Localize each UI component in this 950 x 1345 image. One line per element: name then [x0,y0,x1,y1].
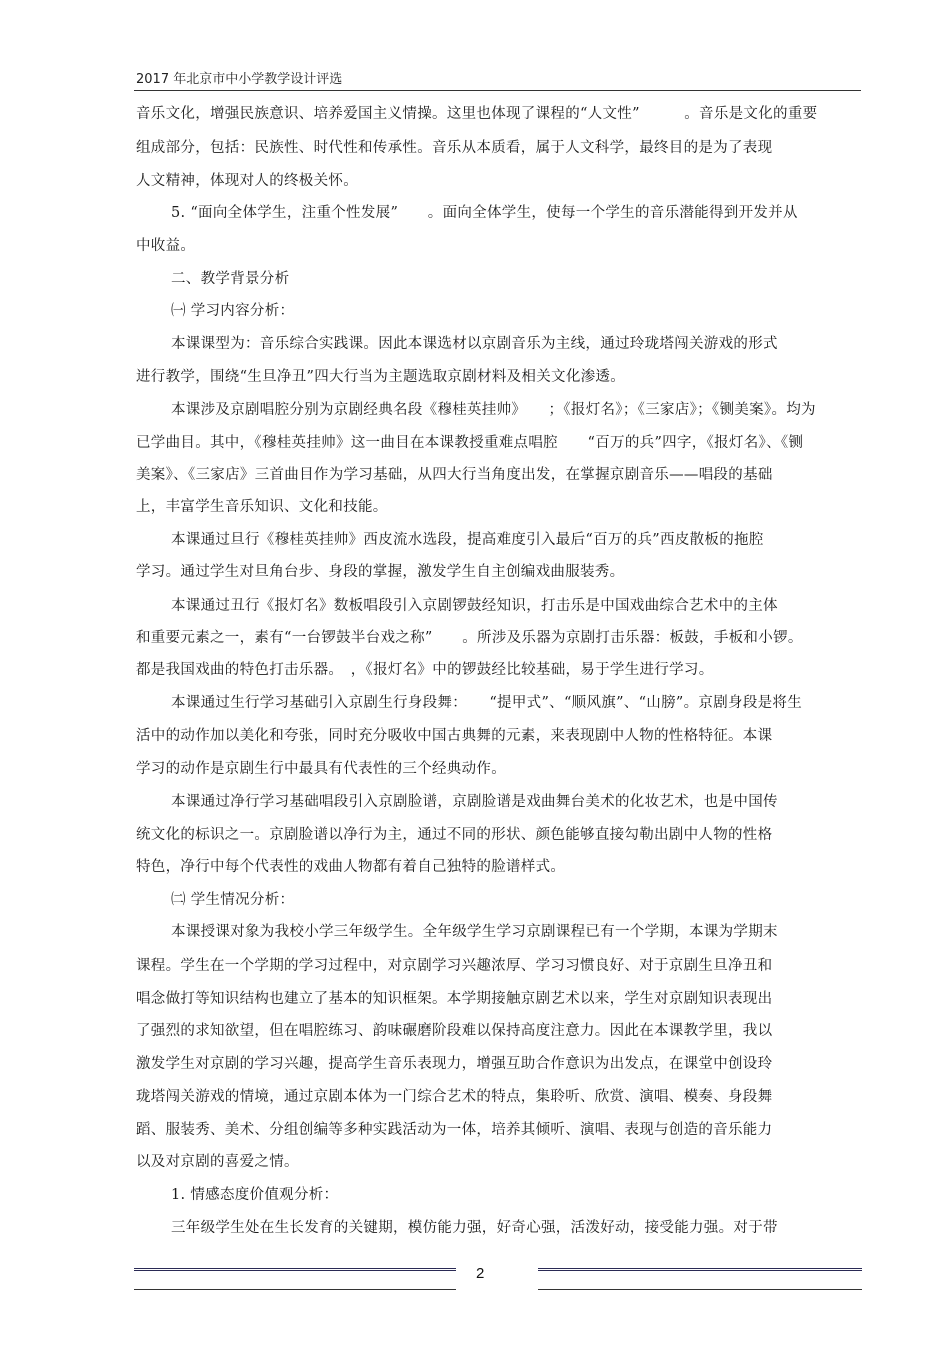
body-line: 三年级学生处在生长发育的关键期，模仿能力强，好奇心强，活泼好动，接受能力强。对于带 [171,1220,778,1236]
body-line: 活中的动作加以美化和夸张，同时充分吸收中国古典舞的元素，来表现剧中人物的性格特征。本课 [136,728,773,744]
body-line: 音乐文化，增强民族意识、培养爱国主义情操。这里也体现了课程的“人文性” 。音乐是文化的重要 [136,106,818,122]
body-line: 特色，净行中每个代表性的戏曲人物都有着自己独特的脸谱样式。 [136,859,566,875]
body-line: 二、教学背景分析 [171,271,290,287]
body-line: 本课课型为：音乐综合实践课。因此本课选材以京剧音乐为主线，通过玲珑塔闯关游戏的形式 [171,336,778,352]
body-line: 珑塔闯关游戏的情境，通过京剧本体为一门综合艺术的特点，集聆听、欣赏、演唱、模奏、身段舞 [136,1089,773,1105]
body-line: 组成部分，包括：民族性、时代性和传承性。音乐从本质看，属于人文科学，最终目的是为了表现 [136,140,773,156]
body-line: 本课授课对象为我校小学三年级学生。全年级学生学习京剧课程已有一个学期，本课为学期末 [171,924,778,940]
footer-rule-right-top [538,1268,862,1271]
body-line: 以及对京剧的喜爱之情。 [136,1154,299,1170]
body-line: 中收益。 [136,238,196,254]
body-line: 学习。通过学生对旦角台步、身段的掌握，激发学生自主创编戏曲服装秀。 [136,564,625,580]
body-line: 都是我国戏曲的特色打击乐器。 ，《报灯名》中的锣鼓经比较基础，易于学生进行学习。 [136,662,714,678]
body-line: ㈠ 学习内容分析： [171,303,295,319]
footer-rule-left-bottom [134,1289,456,1290]
body-line: 本课涉及京剧唱腔分别为京剧经典名段《穆桂英挂帅》 ；《报灯名》；《三家店》；《铡美案》。均为 [171,402,816,418]
body-line: 本课通过净行学习基础唱段引入京剧脸谱，京剧脸谱是戏曲舞台美术的化妆艺术，也是中国传 [171,794,778,810]
body-line: 本课通过旦行《穆桂英挂帅》西皮流水选段，提高难度引入最后“百万的兵”西皮散板的拖腔 [171,532,764,548]
footer-rule-right-bottom [538,1289,862,1290]
body-line: 本课通过生行学习基础引入京剧生行身段舞： “提甲式”、“顺风旗”、“山膀”。京剧身段是将生 [171,695,803,711]
body-line: 激发学生对京剧的学习兴趣，提高学生音乐表现力，增强互助合作意识为出发点，在课堂中创设玲 [136,1056,773,1072]
body-line: 唱念做打等知识结构也建立了基本的知识框架。本学期接触京剧艺术以来，学生对京剧知识表现出 [136,991,773,1007]
body-line: 美案》、《三家店》三首曲目作为学习基础，从四大行当角度出发，在掌握京剧音乐——唱段的基础 [136,467,773,483]
body-line: 进行教学，围绕“生旦净丑”四大行当为主题选取京剧材料及相关文化渗透。 [136,369,626,385]
page-header-title: 2017 年北京市中小学教学设计评选 [136,72,343,87]
body-line: 蹈、服装秀、美术、分组创编等多种实践活动为一体，培养其倾听、演唱、表现与创造的音乐能力 [136,1122,773,1138]
body-line: 已学曲目。其中，《穆桂英挂帅》这一曲目在本课教授重难点唱腔 “百万的兵”四字，《报灯名》、《铡 [136,435,804,451]
body-line: 统文化的标识之一。京剧脸谱以净行为主，通过不同的形状、颜色能够直接勾勒出剧中人物的性格 [136,827,773,843]
header-rule [134,90,861,91]
body-line: 1. 情感态度价值观分析： [171,1187,339,1203]
body-line: 课程。学生在一个学期的学习过程中，对京剧学习兴趣浓厚、学习习惯良好、对于京剧生旦净丑和 [136,958,773,974]
body-line: 和重要元素之一，素有“一台锣鼓半台戏之称” 。所涉及乐器为京剧打击乐器：板鼓，手板和小锣。 [136,630,803,646]
body-line: 5. “面向全体学生，注重个性发展” 。面向全体学生，使每一个学生的音乐潜能得到开发并从 [171,205,798,221]
body-line: 本课通过丑行《报灯名》数板唱段引入京剧锣鼓经知识，打击乐是中国戏曲综合艺术中的主体 [171,598,778,614]
body-line: ㈡ 学生情况分析： [171,892,295,908]
footer-rule-left-top [134,1268,456,1271]
page-number: 2 [476,1265,485,1282]
body-line: 学习的动作是京剧生行中最具有代表性的三个经典动作。 [136,761,506,777]
body-line: 了强烈的求知欲望，但在唱腔练习、韵味碾磨阶段难以保持高度注意力。因此在本课教学里，我以 [136,1023,773,1039]
body-line: 人文精神，体现对人的终极关怀。 [136,173,358,189]
body-line: 上，丰富学生音乐知识、文化和技能。 [136,499,388,515]
